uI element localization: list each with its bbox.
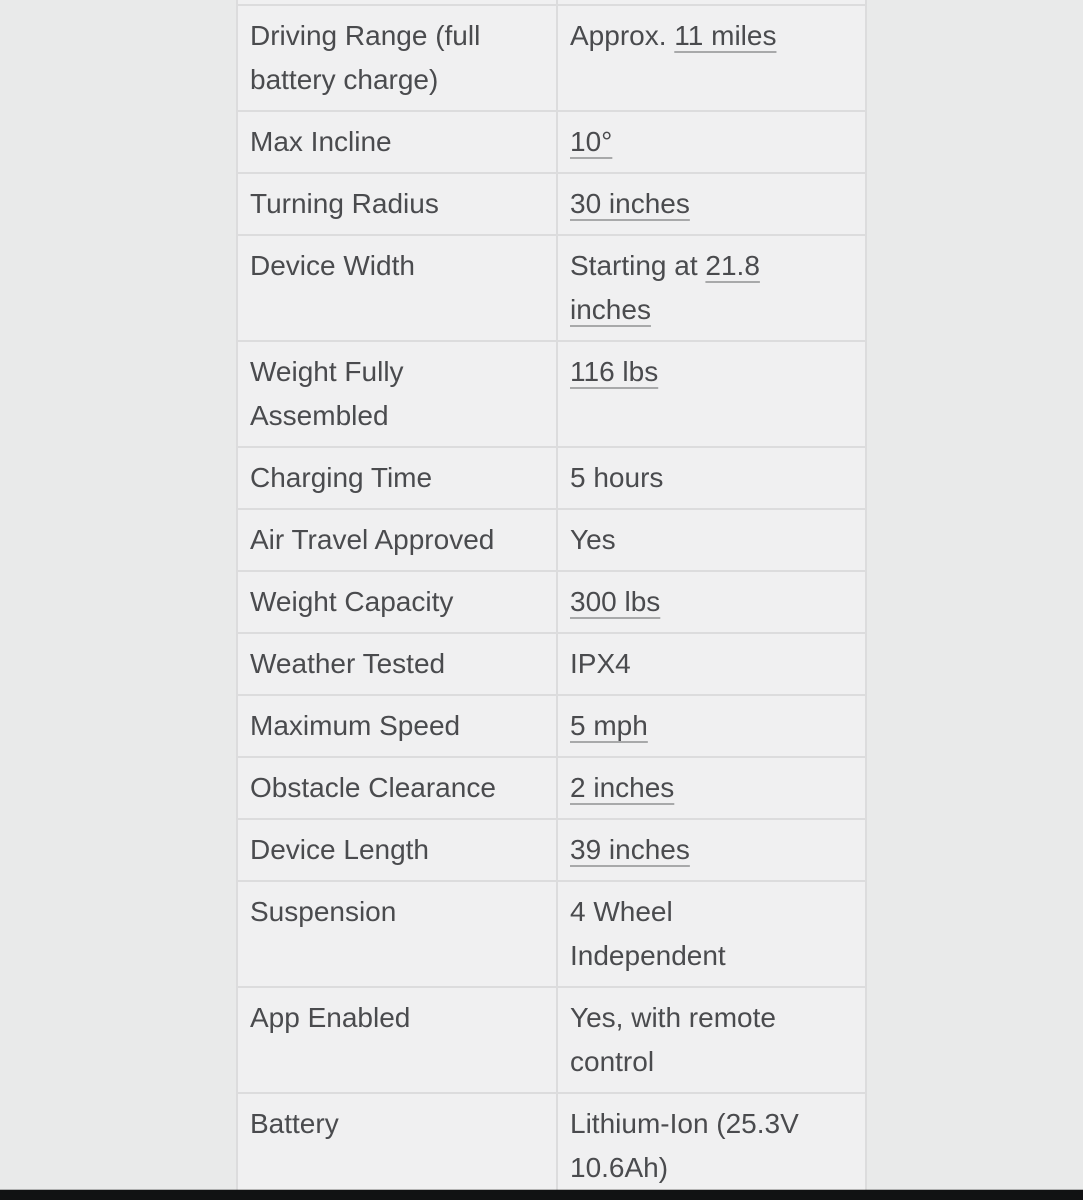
spec-row-label: Air Travel Approved bbox=[237, 509, 557, 571]
spec-value-link[interactable]: 2 inches bbox=[570, 772, 675, 803]
spec-row bbox=[237, 341, 866, 447]
spec-row-label: Weight Fully Assembled bbox=[237, 341, 557, 447]
spec-value-text: 4 Wheel Independent bbox=[570, 896, 726, 971]
spec-row-label: Turning Radius bbox=[237, 173, 557, 235]
spec-row-value bbox=[557, 173, 866, 235]
spec-row bbox=[237, 695, 866, 757]
spec-row-value bbox=[557, 235, 866, 341]
spec-row-label: Obstacle Clearance bbox=[237, 757, 557, 819]
spec-row-value bbox=[557, 633, 866, 695]
spec-row bbox=[237, 447, 866, 509]
spec-value-text: Approx. bbox=[570, 20, 675, 51]
spec-row bbox=[237, 509, 866, 571]
spec-value-link[interactable]: 39 inches bbox=[570, 834, 690, 865]
spec-row bbox=[237, 5, 866, 111]
spec-row-value bbox=[557, 757, 866, 819]
spec-row-label: Maximum Speed bbox=[237, 695, 557, 757]
spec-row-label: Driving Range (full battery charge) bbox=[237, 5, 557, 111]
spec-row-value bbox=[557, 695, 866, 757]
spec-row-label: Suspension bbox=[237, 881, 557, 987]
spec-table-body bbox=[237, 0, 866, 1199]
spec-table bbox=[236, 0, 867, 1200]
spec-value-link[interactable]: 30 inches bbox=[570, 188, 690, 219]
spec-value-text: Starting at bbox=[570, 250, 706, 281]
spec-row-label: Device Width bbox=[237, 235, 557, 341]
spec-value-link[interactable]: 300 lbs bbox=[570, 586, 661, 617]
spec-value-text: 5 hours bbox=[570, 462, 664, 493]
spec-row-value bbox=[557, 987, 866, 1093]
spec-row-value bbox=[557, 509, 866, 571]
spec-value-link[interactable]: 11 miles bbox=[674, 20, 777, 51]
spec-row bbox=[237, 111, 866, 173]
spec-row-value bbox=[557, 571, 866, 633]
spec-row bbox=[237, 633, 866, 695]
spec-row-label: Max Incline bbox=[237, 111, 557, 173]
spec-row-label: Weather Tested bbox=[237, 633, 557, 695]
spec-row-label: Charging Time bbox=[237, 447, 557, 509]
spec-row-value bbox=[557, 111, 866, 173]
spec-row-label: App Enabled bbox=[237, 987, 557, 1093]
spec-row bbox=[237, 1093, 866, 1199]
spec-value-link[interactable]: 21.8 inches bbox=[570, 250, 760, 325]
spec-value-text: IPX4 bbox=[570, 648, 631, 679]
spec-row bbox=[237, 881, 866, 987]
spec-value-link[interactable]: 5 mph bbox=[570, 710, 648, 741]
spec-row bbox=[237, 819, 866, 881]
spec-row-value bbox=[557, 5, 866, 111]
bottom-bar bbox=[0, 1190, 1083, 1200]
spec-row bbox=[237, 987, 866, 1093]
spec-value-text: Yes bbox=[570, 524, 616, 555]
spec-row-value bbox=[557, 881, 866, 987]
spec-row-label: Weight Capacity bbox=[237, 571, 557, 633]
spec-value-text: Lithium-Ion (25.3V 10.6Ah) bbox=[570, 1108, 799, 1183]
spec-row bbox=[237, 235, 866, 341]
spec-row-label: Device Length bbox=[237, 819, 557, 881]
spec-row bbox=[237, 173, 866, 235]
spec-value-link[interactable]: 116 lbs bbox=[570, 356, 659, 387]
spec-row-value bbox=[557, 819, 866, 881]
spec-value-text: Yes, with remote control bbox=[570, 1002, 776, 1077]
spec-row-label: Battery bbox=[237, 1093, 557, 1199]
spec-row bbox=[237, 757, 866, 819]
spec-row-value bbox=[557, 341, 866, 447]
spec-row-value bbox=[557, 447, 866, 509]
spec-row-value bbox=[557, 1093, 866, 1199]
spec-row bbox=[237, 571, 866, 633]
spec-value-link[interactable]: 10° bbox=[570, 126, 613, 157]
